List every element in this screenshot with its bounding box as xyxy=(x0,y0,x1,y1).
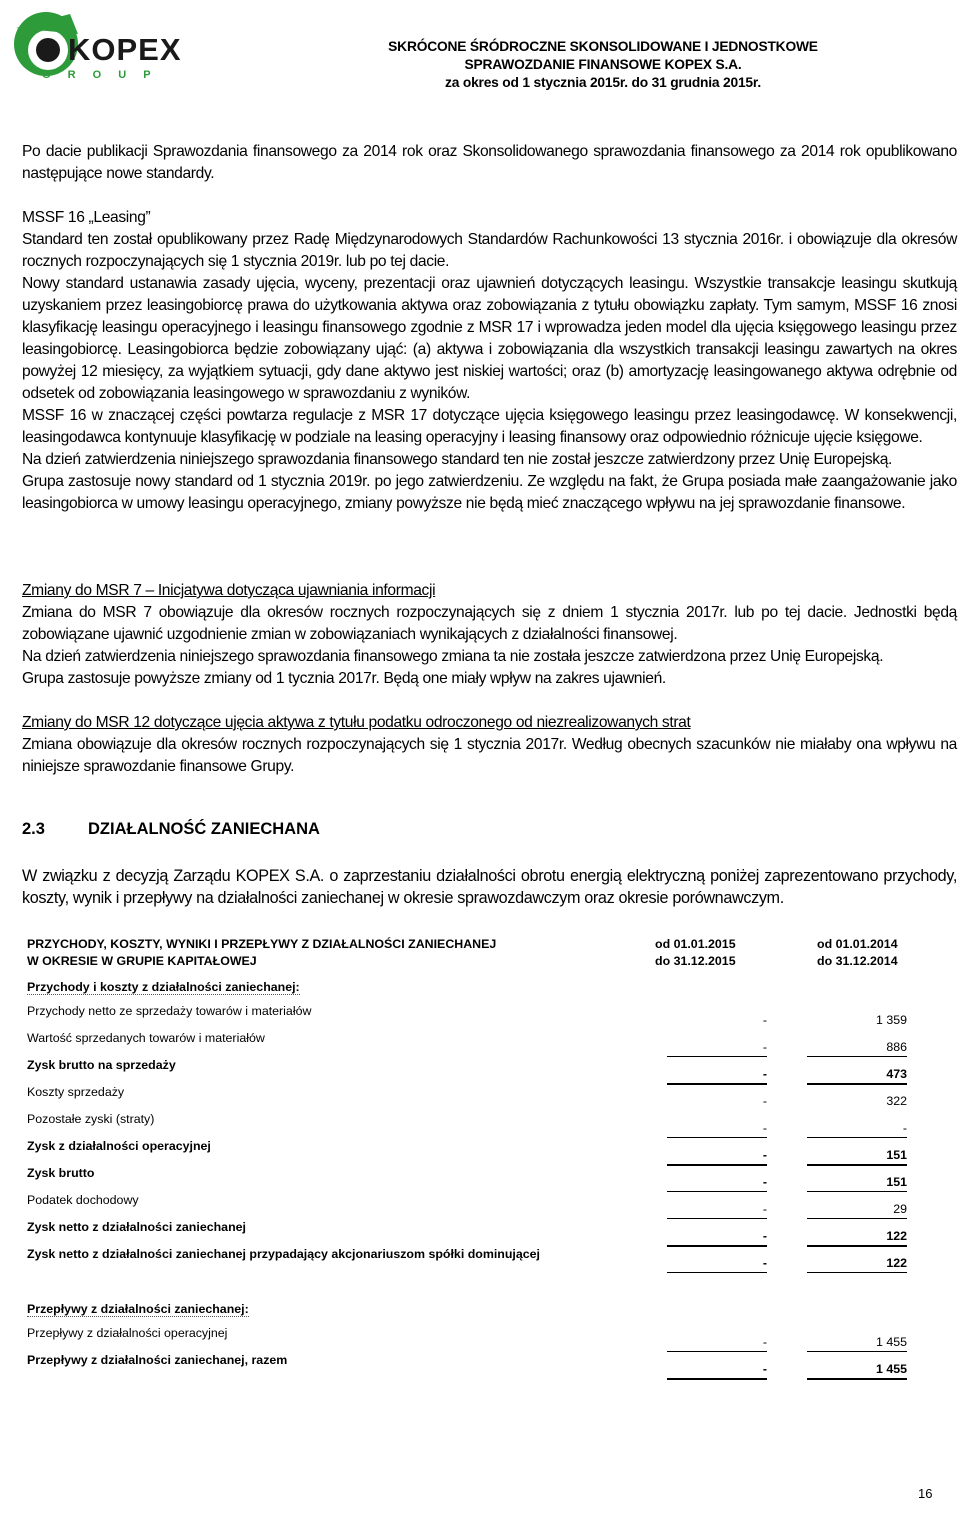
column-2015-line1: od 01.01.2015 xyxy=(655,937,736,951)
row-label: Podatek dochodowy xyxy=(27,1193,139,1207)
discontinued-operations-table xyxy=(27,936,907,1378)
msr7-block xyxy=(22,580,957,690)
row-label: Przepływy z działalności zaniechanej, razem xyxy=(27,1353,288,1367)
section-paragraph: W związku z decyzją Zarządu KOPEX S.A. o zaprzestaniu działalności obrotu energią elektryczną poniżej zaprezentowano przychody, koszty, wynik i przepływy na działalności zaniechanej w okresie sprawozdawczym oraz okresie porównawczym. xyxy=(22,867,957,907)
table-row xyxy=(27,1002,907,1029)
column-2015-header xyxy=(655,936,745,970)
column-2015-line2: do 31.12.2015 xyxy=(655,954,736,968)
row-label: Zysk netto z działalności zaniechanej przypadający akcjonariuszom spółki dominującej xyxy=(27,1247,540,1261)
row-label: Przepływy z działalności operacyjnej xyxy=(27,1326,228,1340)
row-label: Zysk z działalności operacyjnej xyxy=(27,1139,211,1153)
value-2014: 29 xyxy=(807,1202,907,1219)
msr12-paragraph-1: Zmiana obowiązuje dla okresów rocznych rozpoczynających się 1 stycznia 2017r. Według obecnych szacunków nie miałaby ona wpływu na niniejsze sprawozdanie finansowe Grupy. xyxy=(22,736,957,775)
page-number: 16 xyxy=(918,1486,933,1501)
row-label: Zysk netto z działalności zaniechanej xyxy=(27,1220,246,1234)
mssf16-paragraph-3: MSSF 16 w znaczącej części powtarza regulacje z MSR 17 dotyczące ujęcia księgowego leasingu przez leasingodawcę. W konsekwencji, leasingodawca kontynuuje klasyfikację w podziale na leasing operacyjny i leasing finansowy oraz odpowiednio różnicuje ujęcie księgowe. xyxy=(22,407,957,446)
column-2014-line2: do 31.12.2014 xyxy=(817,954,898,968)
group-title-cash-flows: Przepływy z działalności zaniechanej: xyxy=(27,1302,249,1316)
table-header-label xyxy=(27,936,587,970)
value-2015: - xyxy=(667,1175,767,1192)
table-row xyxy=(27,1351,907,1378)
section-title: DZIAŁALNOŚĆ ZANIECHANA xyxy=(88,820,320,838)
value-2015: - xyxy=(667,1256,767,1273)
section-heading xyxy=(22,820,320,839)
logo-subtext: G R O U P xyxy=(42,69,158,81)
row-label: Wartość sprzedanych towarów i materiałów xyxy=(27,1031,265,1045)
table-row xyxy=(27,1083,907,1110)
group-title-income-costs: Przychody i koszty z działalności zaniechanej: xyxy=(27,980,300,994)
value-2014: 886 xyxy=(807,1040,907,1057)
value-2015: - xyxy=(762,1013,767,1027)
header-title-line1: SKRÓCONE ŚRÓDROCZNE SKONSOLIDOWANE I JEDNOSTKOWE xyxy=(388,39,818,54)
section-number: 2.3 xyxy=(22,820,45,838)
column-2014-header xyxy=(817,936,907,970)
row-label: Pozostałe zyski (straty) xyxy=(27,1112,155,1126)
table-row xyxy=(27,1110,907,1137)
value-2015: - xyxy=(667,1148,767,1166)
intro-block xyxy=(22,141,957,185)
row-label: Koszty sprzedaży xyxy=(27,1085,125,1099)
table-row xyxy=(27,1056,907,1083)
kopex-logo xyxy=(8,8,208,84)
value-2015: - xyxy=(667,1362,767,1380)
header-title-line3: za okres od 1 stycznia 2015r. do 31 grudnia 2015r. xyxy=(445,75,761,90)
column-2014-line1: od 01.01.2014 xyxy=(817,937,898,951)
value-2014: 1 359 xyxy=(875,1013,907,1027)
value-2014: 322 xyxy=(886,1094,907,1108)
value-2014: - xyxy=(807,1121,907,1138)
msr7-paragraph-1: Zmiana do MSR 7 obowiązuje dla okresów rocznych rozpoczynających się z dniem 1 stycznia 2017r. lub po tej dacie. Jednostki będą zobowiązane ujawnić uzgodnienie zmian w zobowiązaniach wynikających z działalności finansowej. xyxy=(22,604,957,643)
table-header xyxy=(27,936,907,976)
value-2014: 473 xyxy=(807,1067,907,1085)
header-title-line2: SPRAWOZDANIE FINANSOWE KOPEX S.A. xyxy=(464,57,742,72)
table-row xyxy=(27,1218,907,1245)
table-header-line2: W OKRESIE W GRUPIE KAPITAŁOWEJ xyxy=(27,954,257,968)
mssf16-block xyxy=(22,207,957,515)
value-2014: 151 xyxy=(807,1175,907,1192)
table-row xyxy=(27,1191,907,1218)
report-header-title xyxy=(246,38,960,92)
table-row xyxy=(27,1324,907,1351)
msr7-paragraph-3: Grupa zastosuje powyższe zmiany od 1 tycznia 2017r. Będą one miały wpływ na zakres ujawnień. xyxy=(22,670,666,687)
value-2015: - xyxy=(667,1067,767,1085)
table-header-line1: PRZYCHODY, KOSZTY, WYNIKI I PRZEPŁYWY Z DZIAŁALNOŚCI ZANIECHANEJ xyxy=(27,937,497,951)
msr7-heading: Zmiany do MSR 7 – Inicjatywa dotycząca ujawniania informacji xyxy=(22,582,436,599)
msr7-paragraph-2: Na dzień zatwierdzenia niniejszego sprawozdania finansowego zmiana ta nie została jeszcze zatwierdzona przez Unię Europejską. xyxy=(22,648,884,665)
table-row xyxy=(27,1137,907,1164)
msr12-block xyxy=(22,712,957,778)
mssf16-paragraph-2: Nowy standard ustanawia zasady ujęcia, wyceny, prezentacji oraz ujawnień dotyczących leasingu. Wszystkie transakcje leasingu skutkują uzyskaniem przez leasingobiorcę prawa do użytkowania aktywa oraz zobowiązania z tytułu obowiązku zapłaty. Tym samym, MSSF 16 znosi klasyfikację leasingu operacyjnego i leasingu finansowego zgodnie z MSR 17 i wprowadza jeden model dla ujęcia księgowego leasingu przez leasingobiorcę. Leasingobiorca będzie zobowiązany ująć: (a) aktywa i zobowiązania dla wszystkich transakcji leasingu zawartych na okres powyżej 12 miesięcy, za wyjątkiem sytuacji, gdy dane aktywo jest niskiej wartości; oraz (b) amortyzację leasingowanego aktywa odrębnie od odsetek od zobowiązania leasingowego w sprawozdaniu z wyników. xyxy=(22,275,957,402)
mssf16-paragraph-4: Na dzień zatwierdzenia niniejszego sprawozdania finansowego standard ten nie został jeszcze zatwierdzony przez Unię Europejską. xyxy=(22,451,893,468)
value-2014: 122 xyxy=(807,1229,907,1247)
value-2015: - xyxy=(762,1094,767,1108)
value-2014: 122 xyxy=(807,1256,907,1273)
table-row xyxy=(27,1245,907,1272)
table-row xyxy=(27,1164,907,1191)
value-2015: - xyxy=(667,1121,767,1138)
value-2015: - xyxy=(667,1335,767,1352)
row-label: Zysk brutto xyxy=(27,1166,95,1180)
value-2015: - xyxy=(667,1202,767,1219)
logo-text: KOPEX xyxy=(68,32,182,67)
section-intro-block xyxy=(22,865,957,909)
value-2014: 1 455 xyxy=(807,1335,907,1352)
intro-paragraph: Po dacie publikacji Sprawozdania finansowego za 2014 rok oraz Skonsolidowanego sprawozdania finansowego za 2014 rok opublikowano następujące nowe standardy. xyxy=(22,143,957,182)
value-2015: - xyxy=(667,1040,767,1057)
table-row xyxy=(27,1029,907,1056)
msr12-heading: Zmiany do MSR 12 dotyczące ujęcia aktywa z tytułu podatku odroczonego od niezrealizowanych strat xyxy=(22,714,691,731)
value-2014: 1 455 xyxy=(807,1362,907,1380)
row-label: Zysk brutto na sprzedaży xyxy=(27,1058,176,1072)
mssf16-paragraph-5: Grupa zastosuje nowy standard od 1 stycznia 2019r. po jego zatwierdzeniu. Ze względu na fakt, że Grupa posiada małe zaangażowanie jako leasingobiorca w umowy leasingu operacyjnego, zmiany powyższe nie będą mieć znaczącego wpływu na jej sprawozdanie finansowe. xyxy=(22,473,957,512)
row-label: Przychody netto ze sprzedaży towarów i materiałów xyxy=(27,1004,312,1018)
value-2014: 151 xyxy=(807,1148,907,1166)
mssf16-paragraph-1: Standard ten został opublikowany przez Radę Międzynarodowych Standardów Rachunkowości 13 stycznia 2016r. i obowiązuje dla okresów rocznych rozpoczynających się 1 stycznia 2019r. lub po tej dacie. xyxy=(22,231,957,270)
mssf16-heading: MSSF 16 „Leasing” xyxy=(22,209,151,226)
value-2015: - xyxy=(667,1229,767,1247)
